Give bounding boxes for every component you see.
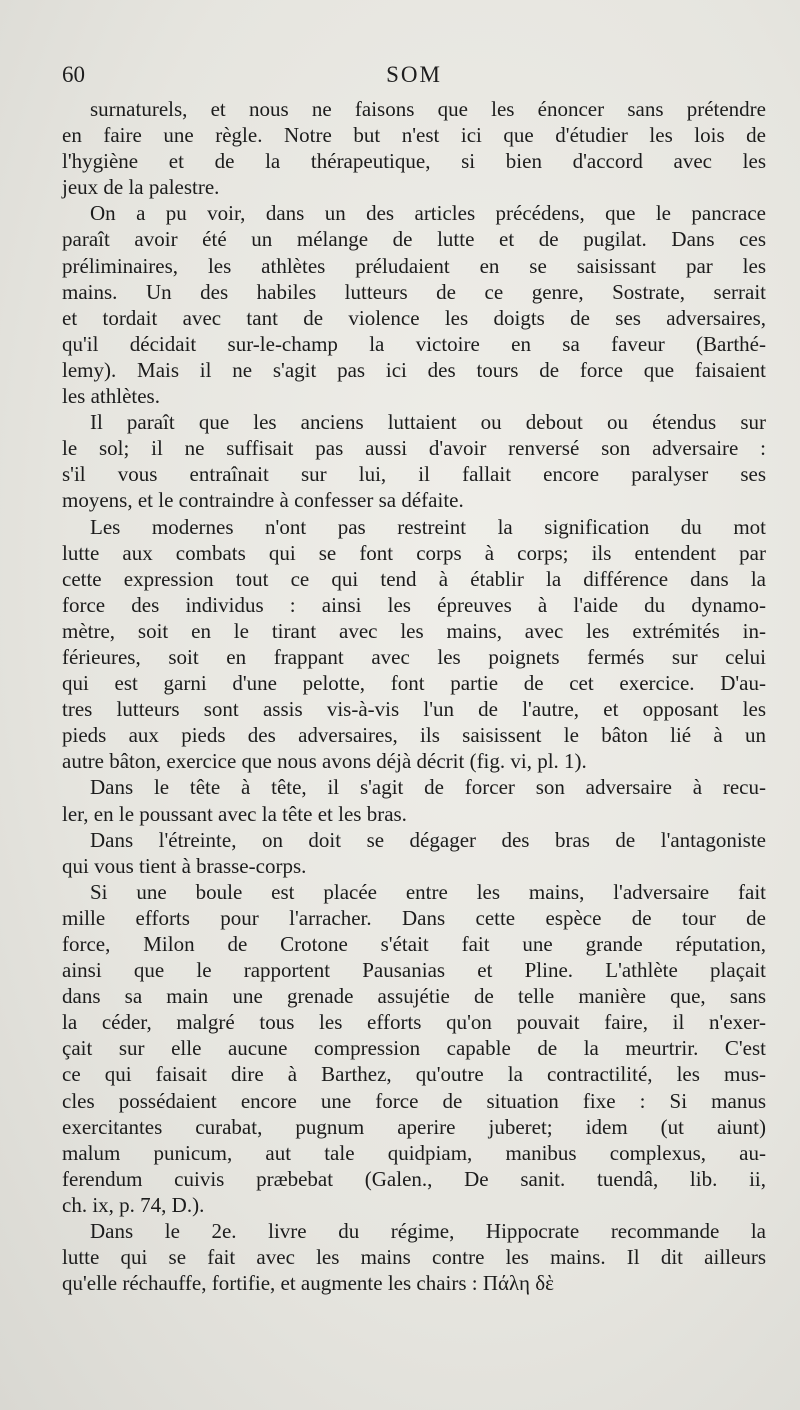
text-line: exercitantes curabat, pugnum aperire juberet; idem (ut aiunt) xyxy=(62,1114,766,1139)
text-line: ce qui faisait dire à Barthez, qu'outre la contractilité, les mus- xyxy=(62,1062,766,1087)
text-line: cles possédaient encore une force de situation fixe : Si manus xyxy=(62,1088,766,1113)
paragraph xyxy=(62,200,766,409)
text-line: Dans l'étreinte, on doit se dégager des bras de l'antagoniste xyxy=(90,827,766,852)
text-line: çait sur elle aucune compression capable de la meurtrir. C'est xyxy=(62,1036,766,1061)
text-line: Dans le 2e. livre du régime, Hippocrate recommande la xyxy=(90,1219,766,1244)
text-line: ainsi que le rapportent Pausanias et Pline. L'athlète plaçait xyxy=(62,958,766,983)
text-line: ler, en le poussant avec la tête et les bras. xyxy=(62,801,407,826)
text-line: qui est garni d'une pelotte, font partie de cet exercice. D'au- xyxy=(62,671,766,696)
text-line: autre bâton, exercice que nous avons déjà décrit (fig. vi, pl. 1). xyxy=(62,749,587,774)
text-line: qui vous tient à brasse-corps. xyxy=(62,853,307,878)
text-line: lutte aux combats qui se font corps à corps; ils entendent par xyxy=(62,540,766,565)
text-line: cette expression tout ce qui tend à établir la différence dans la xyxy=(62,566,766,591)
text-line: s'il vous entraînait sur lui, il fallait encore paralyser ses xyxy=(62,462,766,487)
text-line: Les modernes n'ont pas restreint la signification du mot xyxy=(90,514,766,539)
text-line: Dans le tête à tête, il s'agit de forcer son adversaire à recu- xyxy=(90,775,766,800)
text-line: jeux de la palestre. xyxy=(62,175,220,200)
paragraph xyxy=(62,514,766,775)
body-text xyxy=(62,96,766,1296)
text-line: mètre, soit en le tirant avec les mains, avec les extrémités in- xyxy=(62,618,766,643)
paragraph xyxy=(62,774,766,826)
page-header xyxy=(62,62,766,92)
paragraph xyxy=(62,409,766,513)
text-line: la céder, malgré tous les efforts qu'on pouvait faire, il n'exer- xyxy=(62,1010,766,1035)
text-line: mains. Un des habiles lutteurs de ce genre, Sostrate, serrait xyxy=(62,279,766,304)
text-line: tres lutteurs sont assis vis-à-vis l'un de l'autre, et opposant les xyxy=(62,697,766,722)
text-line: Il paraît que les anciens luttaient ou debout ou étendus sur xyxy=(90,410,766,435)
text-line: lutte qui se fait avec les mains contre les mains. Il dit ailleurs xyxy=(62,1245,766,1270)
text-line: Si une boule est placée entre les mains, l'adversaire fait xyxy=(90,879,766,904)
text-line: moyens, et le contraindre à confesser sa défaite. xyxy=(62,488,464,513)
text-line: lemy). Mais il ne s'agit pas ici des tours de force que faisaient xyxy=(62,357,766,382)
text-line: ferendum cuivis præbebat (Galen., De sanit. tuendâ, lib. ii, xyxy=(62,1166,766,1191)
paragraph xyxy=(62,1218,766,1296)
text-line: malum punicum, aut tale quidpiam, manibus complexus, au- xyxy=(62,1140,766,1165)
text-line: qu'il décidait sur-le-champ la victoire en sa faveur (Barthé- xyxy=(62,331,766,356)
text-line: surnaturels, et nous ne faisons que les énoncer sans prétendre xyxy=(90,97,766,121)
text-line: préliminaires, les athlètes préludaient en se saisissant par les xyxy=(62,253,766,278)
text-line: le sol; il ne suffisait pas aussi d'avoir renversé son adversaire : xyxy=(62,436,766,461)
text-line: mille efforts pour l'arracher. Dans cette espèce de tour de xyxy=(62,905,766,930)
text-line: ch. ix, p. 74, D.). xyxy=(62,1192,205,1217)
text-line: l'hygiène et de la thérapeutique, si bien d'accord avec les xyxy=(62,149,766,174)
running-head: SOM xyxy=(386,62,442,87)
page-number: 60 xyxy=(62,62,85,87)
paragraph xyxy=(62,827,766,879)
text-line: force, Milon de Crotone s'était fait une grande réputation, xyxy=(62,932,766,956)
text-line: On a pu voir, dans un des articles précédens, que le pancrace xyxy=(90,201,766,226)
text-line: en faire une règle. Notre but n'est ici que d'étudier les lois de xyxy=(62,123,766,148)
text-line: pieds aux pieds des adversaires, ils saisissent le bâton lié à un xyxy=(62,723,766,748)
text-line: qu'elle réchauffe, fortifie, et augmente les chairs : Πάλη δὲ xyxy=(62,1271,554,1296)
text-line: férieures, soit en frappant avec les poignets fermés sur celui xyxy=(62,644,766,669)
text-line: paraît avoir été un mélange de lutte et de pugilat. Dans ces xyxy=(62,227,766,252)
text-line: dans sa main une grenade assujétie de telle manière que, sans xyxy=(62,984,766,1009)
text-line: force des individus : ainsi les épreuves à l'aide du dynamo- xyxy=(62,592,766,617)
paragraph xyxy=(62,879,766,1218)
paragraph xyxy=(62,96,766,200)
text-line: les athlètes. xyxy=(62,384,160,409)
text-line: et tordait avec tant de violence les doigts de ses adversaires, xyxy=(62,305,766,330)
